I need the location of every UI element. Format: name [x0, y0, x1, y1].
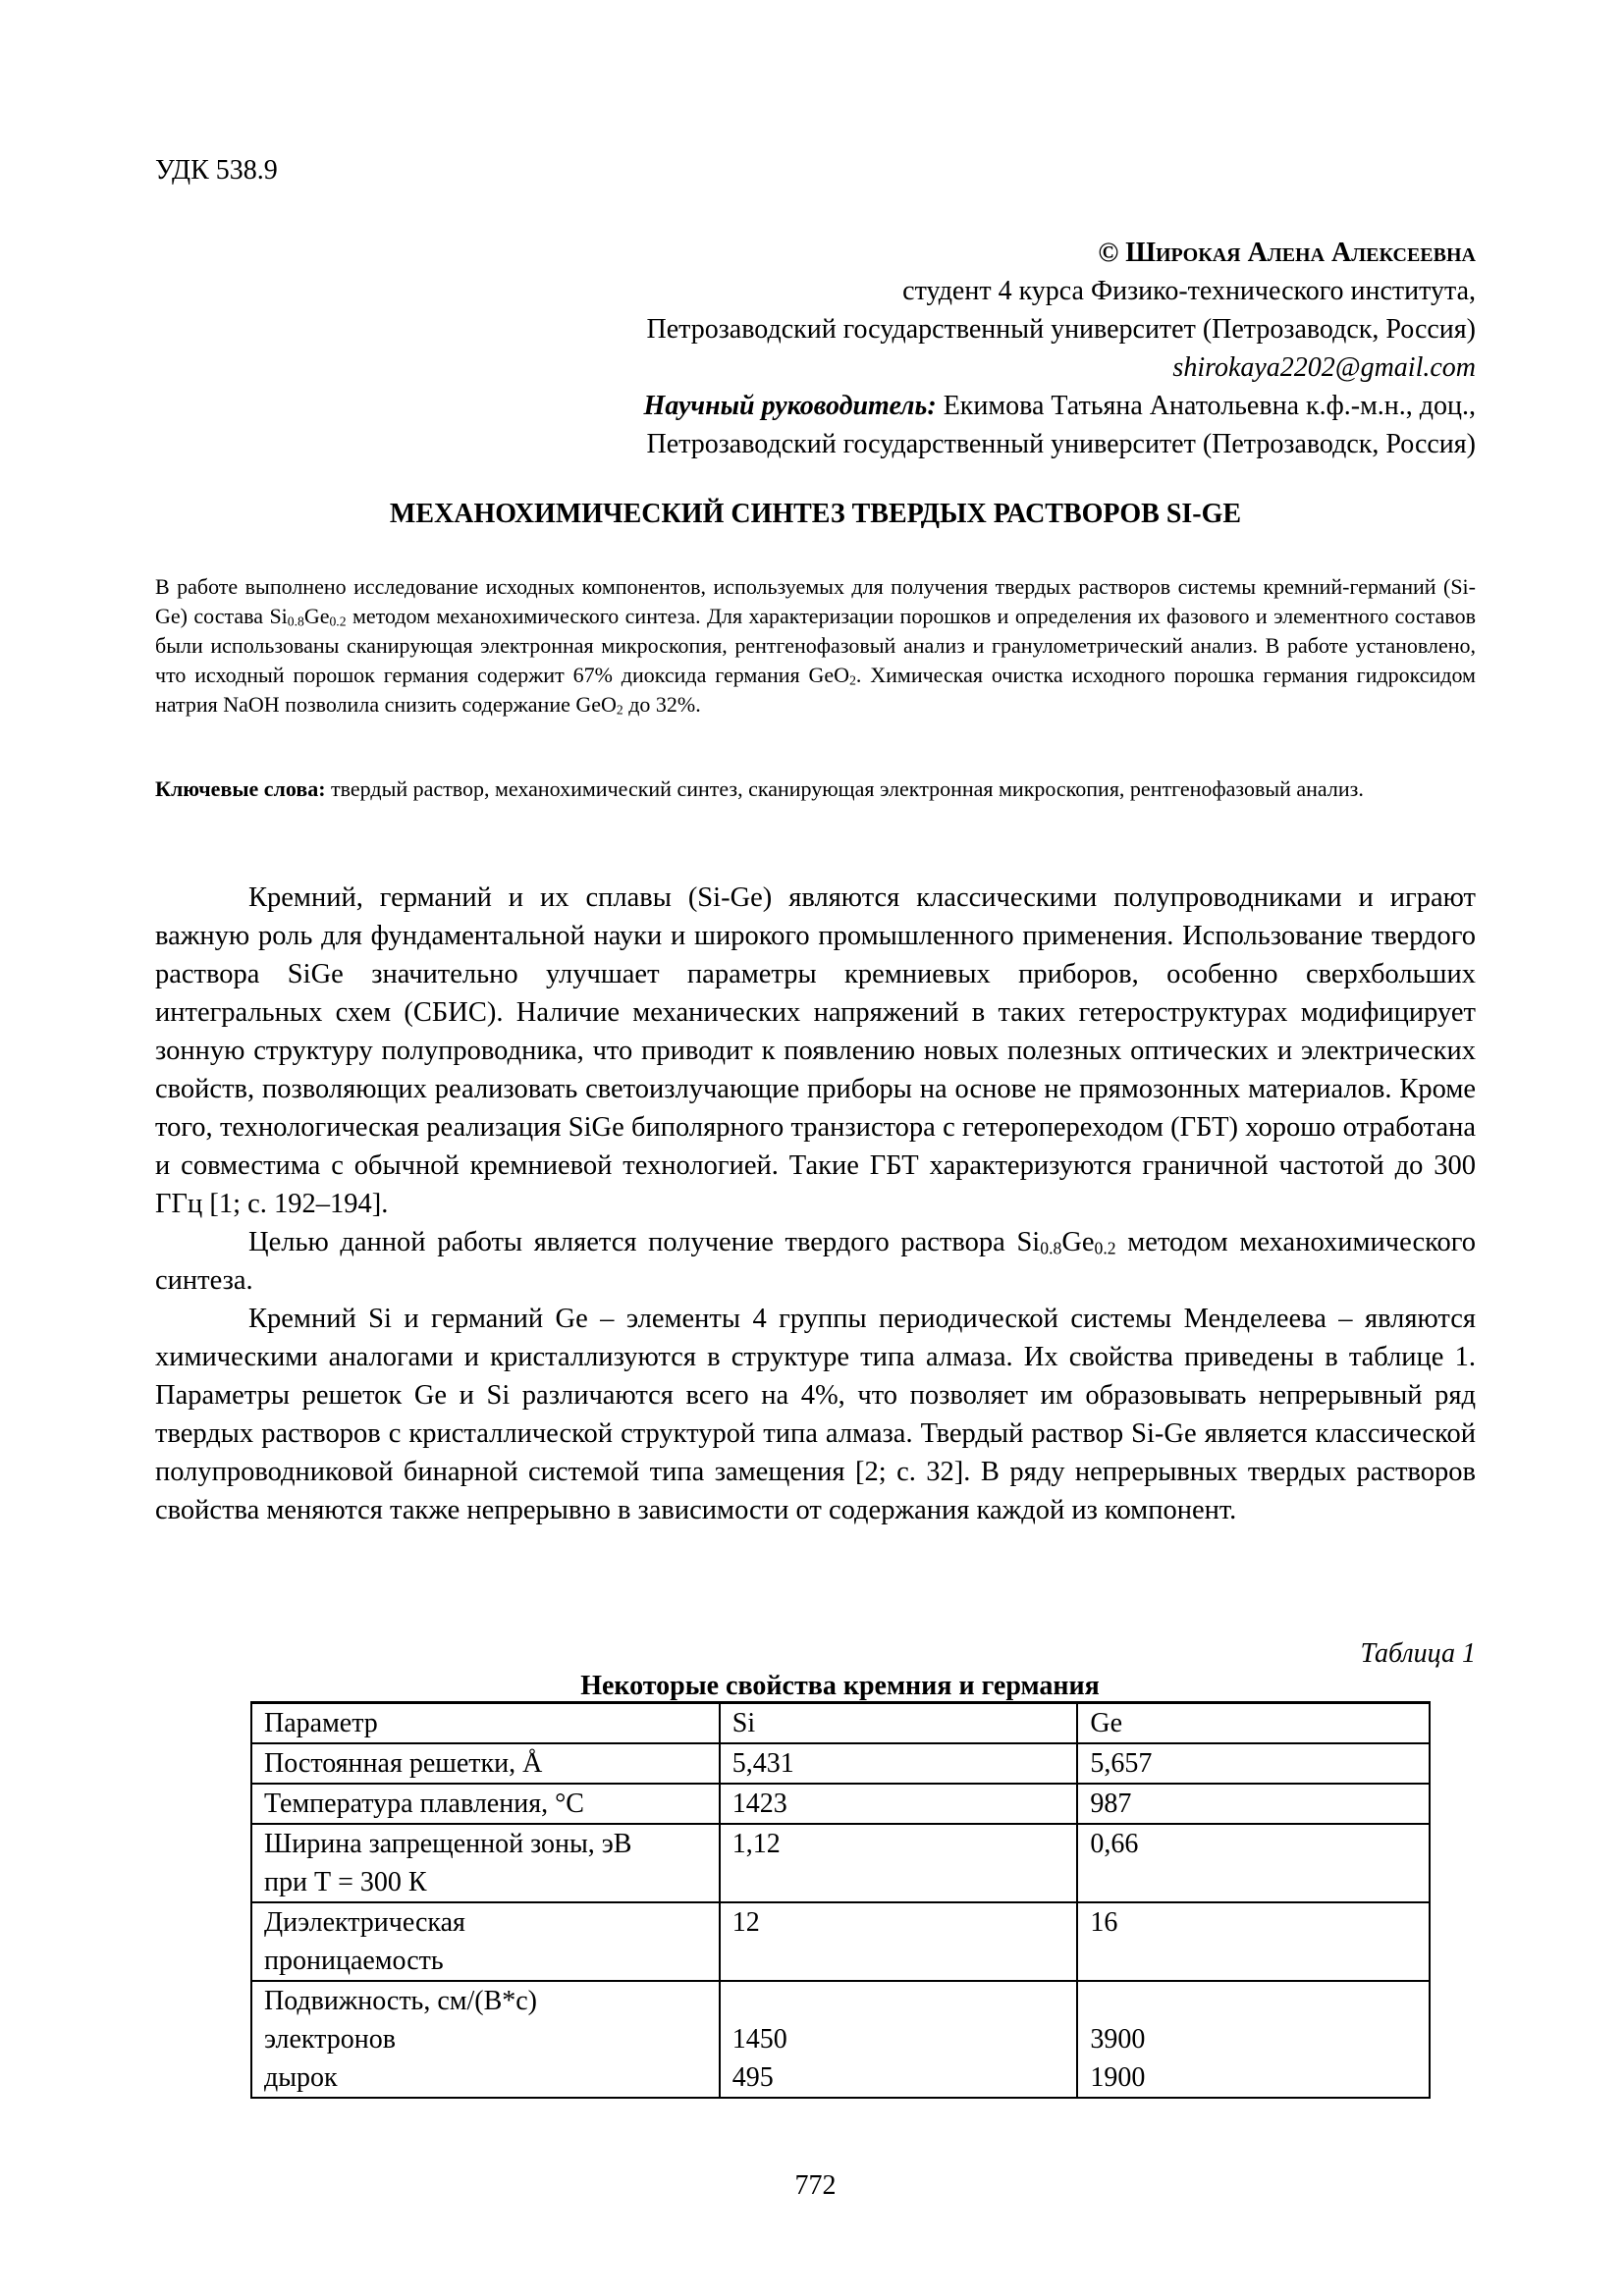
cell-line: 1423 — [731, 1789, 787, 1819]
cell-line: 3900 — [1090, 2024, 1146, 2055]
advisor-affiliation: Петрозаводский государственный университет (Петрозаводск, Россия) — [646, 429, 1476, 459]
cell-line: 12 — [731, 1907, 760, 1938]
si-cell — [720, 1981, 1078, 2098]
cell-line: 1450 — [731, 2024, 787, 2055]
cell-line: 0,66 — [1090, 1829, 1139, 1859]
page-number: 772 — [794, 2170, 837, 2201]
param-cell — [251, 1743, 720, 1784]
paper-title: МЕХАНОХИМИЧЕСКИЙ СИНТЕЗ ТВЕРДЫХ РАСТВОРОВ SI-GE — [389, 499, 1242, 529]
cell-line: 5,657 — [1090, 1748, 1153, 1779]
param-cell — [251, 1824, 720, 1902]
ge-cell — [1077, 1743, 1430, 1784]
table-row — [251, 1902, 1430, 1981]
keywords-text: твердый раствор, механохимический синтез, сканирующая электронная микроскопия, рентгенофазовый анализ. — [325, 776, 1364, 801]
cell-line: Подвижность, см/(В*с) — [264, 1986, 538, 2016]
cell-line: дырок — [264, 2062, 338, 2093]
cell-line: Ширина запрещенной зоны, эВ — [264, 1829, 632, 1859]
cell-line: 495 — [731, 2062, 774, 2093]
subscript: 0.2 — [1094, 1238, 1116, 1258]
abstract-text: . Химическая очистка исходного порошка германия гидроксидом натрия NaOH позволила снизить содержание GeO — [155, 663, 1476, 717]
subscript: 0.8 — [1040, 1238, 1062, 1258]
cell-line: 987 — [1090, 1789, 1132, 1819]
cell-line: Температура плавления, °С — [264, 1789, 584, 1819]
cell-line: Постоянная решетки, Å — [264, 1748, 543, 1779]
header-cell: Параметр — [251, 1703, 720, 1744]
si-cell — [720, 1824, 1078, 1902]
author-name: © Широкая Алена Алексеевна — [1098, 238, 1476, 268]
abstract-text: методом механохимического синтеза. Для характеризации порошков и определения их фазового и элементного составов были использованы сканирующая электронная микроскопия, рентгенофазовый анализ и гранулометрический анализ. В работе установлено, что исходный порошок германия содержит 67% диоксида германия GeO — [155, 604, 1476, 687]
paragraph: Кремний, германий и их сплавы (Si-Ge) являются классическими полупроводниками и играют важную роль для фундаментальной науки и широкого промышленного применения. Использование твердого раствора SiGe значительно улучшает параметры кремниевых приборов, особенно сверхбольших интегральных схем (СБИС). Наличие механических напряжений в таких гетероструктурах модифицирует зонную структуру полупроводника, что приводит к появлению новых полезных оптических и электрических свойств, позволяющих реализовать светоизлучающие приборы на основе не прямозонных материалов. Кроме того, технологическая реализация SiGe биполярного транзистора с гетеропереходом (ГБТ) хорошо отработана и совместима с обычной кремниевой технологией. Такие ГБТ характеризуются граничной частотой до 300 ГГц [1; с. 192–194]. — [155, 882, 1476, 1219]
paragraph-text: методом механохимического синтеза. — [155, 1227, 1476, 1296]
cell-line: проницаемость — [264, 1946, 444, 1976]
cell-line: 16 — [1090, 1907, 1118, 1938]
keywords — [155, 774, 1476, 804]
author-position: студент 4 курса Физико-технического института, — [902, 276, 1476, 306]
cell-line: электронов — [264, 2024, 396, 2055]
properties-table — [250, 1701, 1431, 2099]
ge-cell — [1077, 1784, 1430, 1824]
ge-cell — [1077, 1824, 1430, 1902]
abstract-text: В работе выполнено исследование исходных компонентов, используемых для получения твердых растворов системы кремний-германий (Si-Ge) состава Si — [155, 574, 1476, 628]
cell-line: 1900 — [1090, 2062, 1146, 2093]
paragraph — [155, 1223, 1476, 1300]
param-cell — [251, 1981, 720, 2098]
abstract — [155, 572, 1476, 720]
abstract-text: до 32%. — [623, 692, 701, 717]
advisor-label: Научный руководитель: — [643, 391, 937, 421]
ge-cell — [1077, 1902, 1430, 1981]
table-row — [251, 1743, 1430, 1784]
si-cell — [720, 1902, 1078, 1981]
param-cell — [251, 1902, 720, 1981]
table-row — [251, 1981, 1430, 2098]
abstract-text: Ge — [303, 604, 330, 628]
table-header-row — [251, 1703, 1430, 1744]
subscript: 0.8 — [287, 614, 304, 629]
cell-line: при Т = 300 К — [264, 1867, 427, 1897]
author-affiliation: Петрозаводский государственный университет (Петрозаводск, Россия) — [646, 314, 1476, 345]
subscript: 0.2 — [329, 614, 347, 629]
cell-line: 1,12 — [731, 1829, 781, 1859]
subscript: 2 — [849, 672, 856, 688]
author-block — [155, 234, 1476, 463]
table-row — [251, 1784, 1430, 1824]
cell-line: Диэлектрическая — [264, 1907, 465, 1938]
si-cell — [720, 1784, 1078, 1824]
header-cell: Ge — [1077, 1703, 1430, 1744]
cell-line: 5,431 — [731, 1748, 794, 1779]
advisor-line — [155, 387, 1476, 425]
author-email[interactable]: shirokaya2202@gmail.com — [1172, 352, 1476, 383]
cell-line — [1090, 1982, 1429, 2020]
cell-line — [732, 1982, 1077, 2020]
table-title: Некоторые свойства кремния и германия — [580, 1671, 1100, 1701]
header-cell: Si — [720, 1703, 1078, 1744]
table-row — [251, 1824, 1430, 1902]
body-text — [155, 879, 1476, 1529]
paragraph-text: Ge — [1061, 1227, 1095, 1257]
paragraph: Кремний Si и германий Ge – элементы 4 группы периодической системы Менделеева – являются химическими аналогами и кристаллизуются в структуре типа алмаза. Их свойства приведены в таблице 1. Параметры решеток Ge и Si различаются всего на 4%, что позволяет им образовывать непрерывный ряд твердых растворов с кристаллической структурой типа алмаза. Твердый раствор Si-Ge является классической полупроводниковой бинарной системой типа замещения [2; с. 32]. В ряду непрерывных твердых растворов свойства меняются также непрерывно в зависимости от содержания каждой из компонент. — [155, 1304, 1476, 1525]
ge-cell — [1077, 1981, 1430, 2098]
keywords-label: Ключевые слова: — [155, 776, 326, 801]
table-caption: Таблица 1 — [1360, 1638, 1476, 1669]
advisor-name: Екимова Татьяна Анатольевна к.ф.-м.н., доц., — [936, 391, 1476, 421]
paragraph-text: Целью данной работы является получение твердого раствора Si — [248, 1227, 1041, 1257]
param-cell — [251, 1784, 720, 1824]
subscript: 2 — [616, 702, 623, 718]
udk-code: УДК 538.9 — [155, 155, 278, 186]
si-cell — [720, 1743, 1078, 1784]
